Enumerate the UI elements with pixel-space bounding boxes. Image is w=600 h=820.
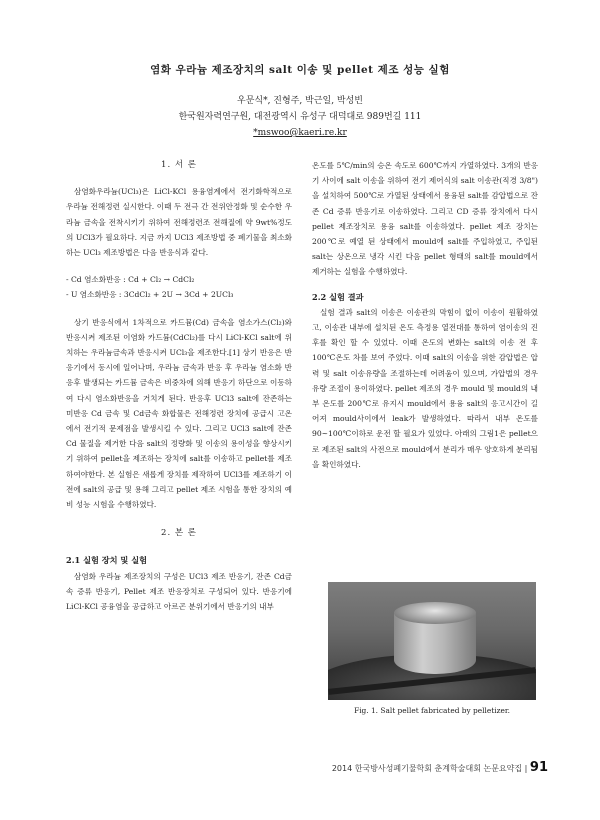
- page-footer: [332, 760, 548, 775]
- equation-u-chlorination: - U 염소화반응 : 3CdCl₂ + 2U → 3Cd + 2UCl₃: [66, 290, 234, 300]
- left-column: [66, 158, 292, 614]
- subsection-apparatus-heading: 2.1 실험 장치 및 실험: [66, 555, 148, 566]
- equation-cd-chlorination: - Cd 염소화반응 : Cd + Cl₂ → CdCl₂: [66, 275, 195, 285]
- footer-separator: |: [524, 764, 528, 773]
- figure-caption: Fig. 1. Salt pellet fabricated by pelletizer.: [354, 706, 510, 715]
- authors: 우문식*, 진형주, 박근일, 박성빈: [237, 96, 363, 106]
- salt-pellet-photo: [328, 582, 536, 700]
- results-paragraph: 실험 결과 salt의 이송은 이송관의 막힘이 없이 이송이 원활하였고, 이송관 내부에 설치된 온도 측정용 열전대를 통하여 염이송의 진후를 확인 할 수 있었다. 이때 온도의 변화는 salt의 이송 전 후 100℃온도 차를 보여 주었다. 이때 salt의 이송을 위한 감압법은 압력 및 salt 이송유량을 조절하는데 어려움이 있으며, 가압법의 경우 유량 조절이 용이하였다. pellet 제조의 경우 mould 및 mould의 내부 온도를 200℃로 유지시 mould에서 용융 salt의 응고시간이 길어져 mould사이에서 leak가 발생하였다. 따라서 내부 온도를 90~100℃이하로 운전 할 필요가 있었다. 아래의 그림1은 pellet으로 제조된 salt의 사전으로 mould에서 분리가 매우 양호하게 분리됨을 확인하였다.: [312, 307, 538, 469]
- conference-name: 2014 한국방사성폐기물학회 춘계학술대회 논문요약집: [331, 764, 523, 773]
- subsection-results-heading: 2.2 실험 결과: [312, 291, 364, 302]
- intro-paragraph-1: 삼염화우라늄(UCl₃)은 LiCl-KCl 용융염계에서 전기화학적으로 우라늄 전해정련 실시한다. 이때 두 전극 간 전위안정화 및 순수한 우라늄 금속을 전착시키기 위하여 전해정련조 전해질에 약 9wt%정도의 UCl3가 필요하다. 지금 까지 UCl3 제조방법 중 폐기물을 최소화하는 UCl₃ 제조방법은 다음 반응식과 같다.: [66, 187, 292, 258]
- section-introduction-heading: 1. 서 론: [161, 160, 197, 170]
- section-body-heading: 2. 본 론: [161, 528, 197, 539]
- email-link[interactable]: *mswoo@kaeri.re.kr: [253, 128, 347, 138]
- salt-pellet-top: [394, 602, 476, 624]
- author-block: [0, 93, 600, 141]
- intro-paragraph-2: 상기 반응식에서 1차적으로 카드뮴(Cd) 금속을 염소가스(Cl₂)와 반응시켜 제조된 이염화 카드뮴(CdCl₂)를 다시 LiCl-KCl salt에 위치하는 우라늄금속과 반응시켜 UCl₃을 제조한다.[1] 상기 반응은 반응기에서 동시에 일어나며, 우라늄 금속과 반응 후 우라늄 염소화 반응후 발생되는 카드뮴 금속은 비중차에 의해 반응기 하단으로 이동하여 다시 염소화반응을 거치게 된다. 반응후 UCl3 salt에 잔존하는 미반응 Cd 금속 및 Cd금속 화합물은 전해정련 장치에 공급시 고온에서 전기적 문제점을 발생시킬 수 있다. 그리고 UCl3 salt에 잔존Cd 물질을 제거한 다음 salt의 정량화 및 이송의 용이성을 향상시키기 위하여 pellet을 제조하는 장치에 salt를 이송하고 pellet를 제조하여야한다. 본 실험은 새롭게 장치를 제작하여 UCl3를 제조하기 이전에 salt의 공급 및 용해 그리고 pellet 제조 시험을 통한 장치의 예비 성능 시험을 수행하였다.: [66, 317, 292, 510]
- page-number: 91: [529, 760, 548, 775]
- paper-title: 염화 우라늄 제조장치의 salt 이송 및 pellet 제조 성능 실험: [150, 64, 450, 76]
- apparatus-paragraph-continued: 온도를 5℃/min의 승온 속도로 600℃까지 가열하였다. 3개의 반응기 사이에 salt 이송을 위하여 전기 제어식의 salt 이송관(직경 3/8")을 설치하여 500℃로 가열된 상태에서 용융된 salt를 감압법으로 잔존 Cd 증류 반응기로 이송하였다. 그리고 CD 증류 장치에서 다시 pellet 제조장치로 용융 salt를 이송하였다. pellet 제조 장치는 200℃로 예열 된 상태에서 mould에 salt를 주입하였고, 주입된 salt는 상온으로 냉각 시킨 다음 pellet 형태의 salt를 mould에서 제거하는 실험을 수행하였다.: [312, 161, 538, 277]
- apparatus-paragraph: 삼염화 우라늄 제조장치의 구성은 UCl3 제조 반응기, 잔존 Cd금속 증류 반응기, Pellet 제조 반응장치로 구성되어 있다. 반응기에 LiCl-KCl 공융염을 공급하고 아르곤 분위기에서 반응기의 내부: [66, 571, 292, 612]
- right-column: [312, 158, 538, 472]
- affiliation: 한국원자력연구원, 대전광역시 유성구 대덕대로 989번길 111: [178, 112, 422, 122]
